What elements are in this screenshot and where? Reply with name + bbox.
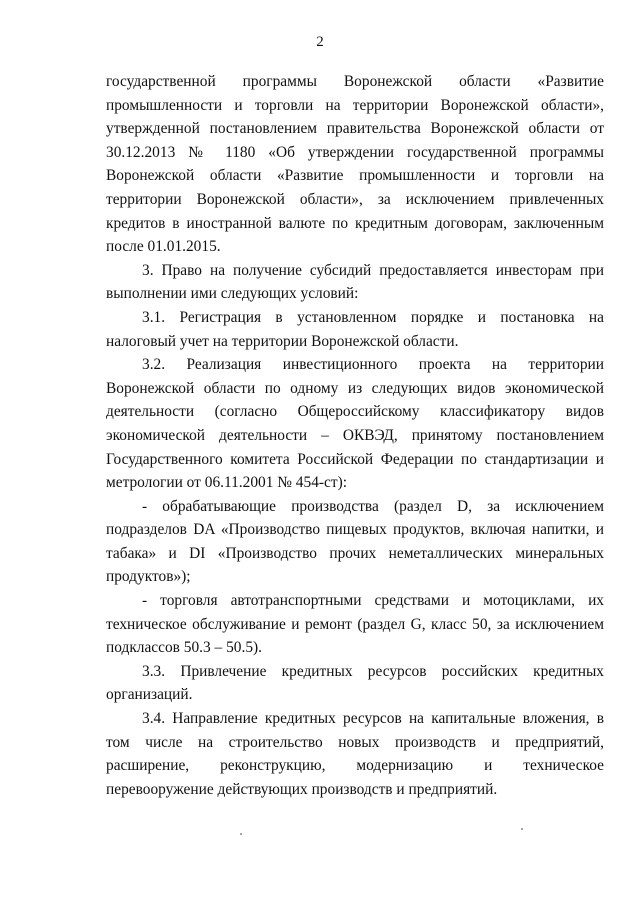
paragraph-3-1-registration: 3.1. Регистрация в установленном порядке и постановка на налоговый учет на территории Воронежской области. — [106, 308, 604, 350]
list-item-vehicle-trade: - торговля автотранспортными средствами и мотоциклами, их техническое обслуживание и ремонт (раздел G, класс 50, за исключением подклассов 50.3 – 50.5). — [106, 592, 604, 657]
list-item-manufacturing: - обрабатывающие производства (раздел D, за исключением подразделов DA «Производство пищевых продуктов, включая напитки, и табака» и DI «Производство прочих неметаллических минеральных продуктов»); — [106, 497, 604, 586]
document-body — [106, 70, 604, 801]
paragraph-3-4-investments: 3.4. Направление кредитных ресурсов на капитальные вложения, в том числе на строительство новых производств и предприятий, расширение, реконструкцию, модернизацию и техническое перевооружение действующих производств и предприятий. — [106, 710, 604, 798]
paragraph-3-conditions: 3. Право на получение субсидий предоставляется инвесторам при выполнении ими следующих условий: — [106, 261, 604, 303]
paragraph-3-3-credit: 3.3. Привлечение кредитных ресурсов российских кредитных организаций. — [106, 662, 604, 704]
scan-speck — [521, 828, 523, 830]
scan-speck — [240, 833, 242, 835]
paragraph-program-reference: государственной программы Воронежской области «Развитие промышленности и торговли на территории Воронежской области», утвержденной постановлением правительства Воронежской области от 30.12.2013 № 1180 «Об утверждении государственной программы Воронежской области «Развитие промышленности и торговли на территории Воронежской области», за исключением привлеченных кредитов в иностранной валюте по кредитным договорам, заключенным после 01.01.2015. — [106, 73, 604, 256]
paragraph-3-2-project: 3.2. Реализация инвестиционного проекта на территории Воронежской области по одному из следующих видов экономической деятельности (согласно Общероссийскому классификатору видов экономической деятельности – ОКВЭД, принятому постановлением Государственного комитета Российской Федерации по стандартизации и метрологии от 06.11.2001 № 454-ст): — [106, 356, 604, 492]
page-number: 2 — [316, 34, 324, 50]
